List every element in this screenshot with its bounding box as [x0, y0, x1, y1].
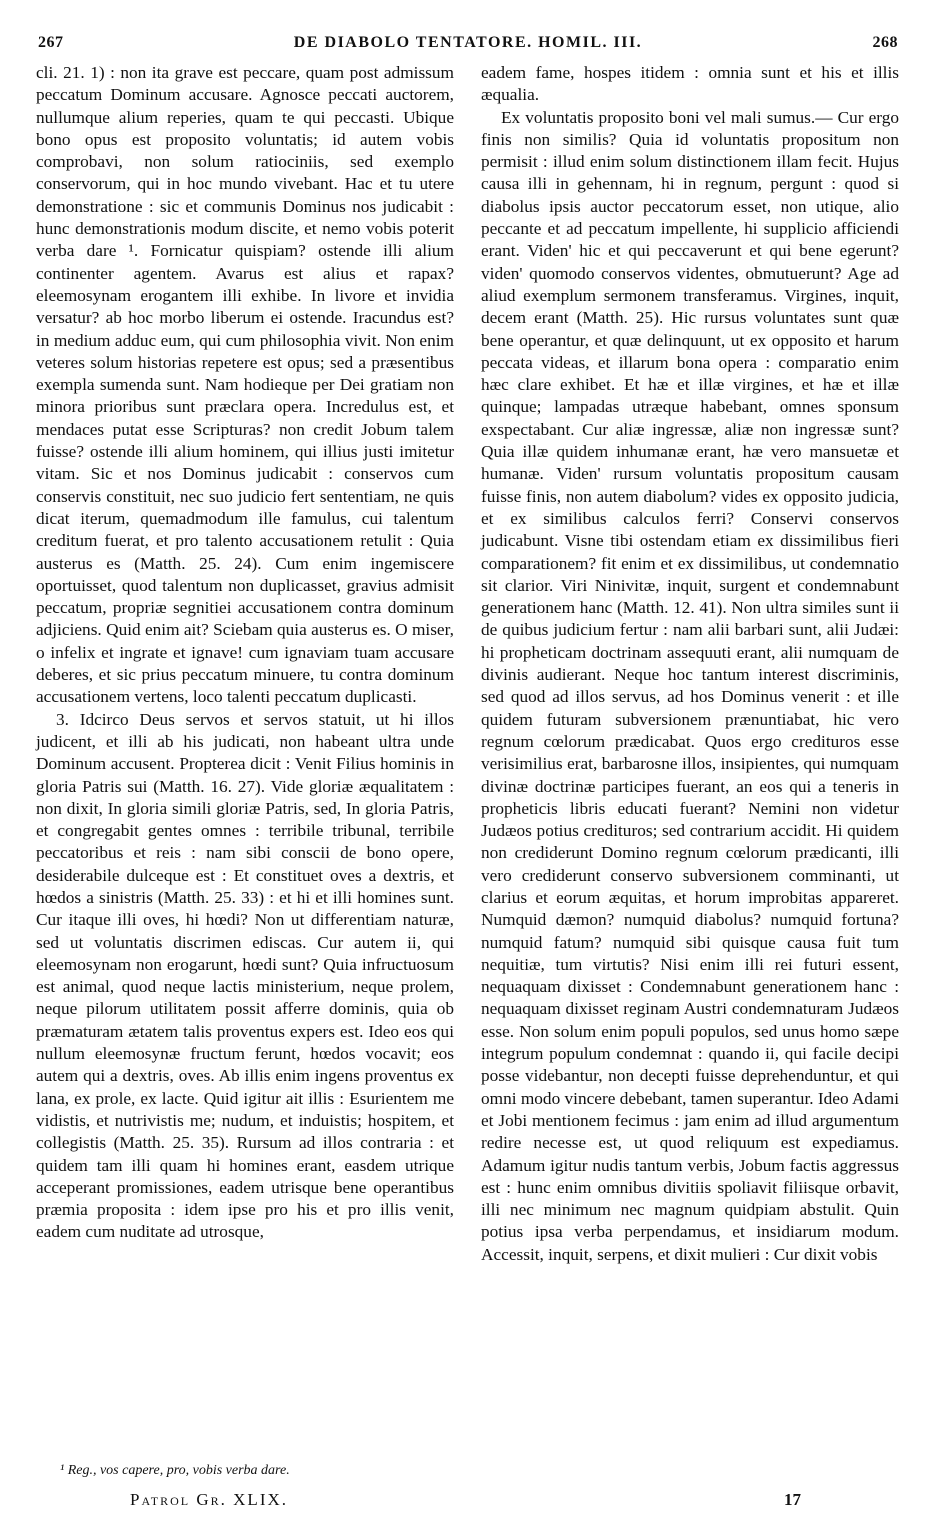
page-header [38, 34, 898, 58]
signature-mark: 17 [784, 1490, 801, 1509]
page-number-right: 268 [872, 34, 898, 51]
paragraph: eadem fame, hospes itidem : omnia sunt et his et illis æqualia. [481, 63, 899, 105]
footer-collection: Patrol Gr. XLIX. [130, 1490, 289, 1509]
paragraph: Ex voluntatis proposito boni vel mali sumus.— Cur ergo finis non similis? Quia id voluntatis propositum non permisit : illud enim solum distinctionem illam fecit. Hujus causa illi in gehennam, hi in regnum, pergunt : quod si diabolus ipsis auctor peccatorum esset, non utique, alio peccante et ad peccatum impellente, hi supplicio afficiendi erant. Viden' hic et qui peccaverunt et qui bene egerunt? viden' quomodo conservos videntes, obmutuerunt? Age ad aliud exemplum sermonem transferamus. Virgines, inquit, decem erant (Matth. 25). Hic rursus voluntates sunt quæ bene operantur, et quæ delinquunt, ut ex opposito et harum peccata videas, et illarum bona opera : comparatio enim hæc clare exhibet. Et hæ et illæ virgines, et hæ et illæ quinque; lampadas utræque habebant, omnes sponsum exspectabant. Cur aliæ ingressæ, aliæ non ingressæ sunt? Quia illæ quidem inhumanæ erant, hæ vero mansuetæ et humanæ. Viden' rursum voluntatis propositum causam fuisse finis, non autem diabolum? vides ex opposito judicia, et ex similibus calculos ferri? Conservi conservos judicabunt. Visne tibi ostendam etiam ex dissimilibus fieri comparationem? fit enim et ex dissimilibus, ut condemnatio sit clarior. Viri Ninivitæ, inquit, surgent et condemnabunt generationem hanc (Matth. 12. 41). Non ultra similes sunt ii de quibus judicium fertur : nam alii barbari sunt, alii Judæi: hi propheticam doctrinam assequuti erant, alii numquam de divinis audierant. Neque hoc tantum interest discriminis, sed quod ad illos servus, ad hos Dominus venerit : et ille quidem futuram subversionem prænuntiabat, hic vero regnum cœlorum prædicabat. Quos ergo credituros esse verisimilius erat, barbarosne illos, insipientes, qui numquam divinæ doctrinæ participes fuerant, an eos qui a teneris in propheticis libris educati fuerant? Nemini non videtur Judæos potius credituros; sed contrarium accidit. Hi quidem non crediderunt Domino regnum cœlorum prædicanti, illi vero crediderunt conservo subversionem comminanti, ut clarius et eorum æquitas, et horum improbitas appareret. Numquid dæmon? numquid diabolus? numquid fortuna? numquid fatum? numquid sibi quisque causa fuit tum nequitiæ, tum virtutis? Nisi enim illi rei futuri essent, nequaquam dixisset : Condemnabunt generationem hanc : nequaquam dixisset reginam Austri condemnaturam Judæos esse. Non solum enim populi populos, sed unus homo sæpe integrum populum condemnat : quando ii, qui facile decipi posse videbantur, non decepti fuisse deprehenduntur, et qui omni modo vincere debebant, tamen superantur. Ideo Adami et Jobi mentionem fecimus : jam enim ad illud argumentum redire necesse est, ut quod reliquum est expediamus. Adamum igitur nudis tantum verbis, Jobum factis aggressus est : hunc enim omnibus divitiis spoliavit filiisque orbavit, illi nec minimum nec magnum quidpiam abstulit. Quin potius ipsa verba perpendamus, et insidiarum modum. Accessit, inquit, serpens, et dixit mulieri : Cur dixit vobis [481, 107, 899, 1264]
left-column [36, 62, 454, 1244]
footnote: ¹ Reg., vos capere, pro, vobis verba dare. [60, 1463, 290, 1478]
running-title: DE DIABOLO TENTATORE. HOMIL. III. [293, 34, 643, 51]
paragraph: cli. 21. 1) : non ita grave est peccare, quam post admissum peccatum Dominum accusare. Agnosce peccati auctorem, nullumque alium reperies, quam te qui peccasti. Ubique bono opus est proposito voluntatis; id autem vobis comprobavi, non solum ratiociniis, sed exemplo conservorum, qui in hoc mundo vivebant. Hac et tu utere demonstratione : sic et communis Dominus nos judicabit : hunc demonstrationis modum discite, et nemo vobis poterit verba dare ¹. Fornicatur quispiam? ostende illi alium continenter agentem. Avarus est alius et rapax? eleemosynam erogantem illi exhibe. In livore et invidia versatur? ab hoc morbo liberum ei ostende. Iracundus est? in medium adduc eum, qui cum philosophia vivit. Non enim veteres solum historias repetere est opus; sed a præsentibus exempla sumenda sunt. Nam hodieque per Dei gratiam non minora prioribus sunt præclara opera. Incredulus est, et mendaces putat esse Scripturas? non credit Jobum talem fuisse? ostende illi alium hominem, qui illius justi imitetur vitam. Sic et nos Dominus judicabit : conservos cum conservis constituit, nec suo judicio fert sententiam, ne quis dicat iterum, quemadmodum ille famulus, cui talentum creditum fuerat, et pro talento accusationem retulit : Quia austerus es (Matth. 25. 24). Cum enim ingemiscere oportuisset, quod talentum non duplicasset, gravius admisit peccatum, propriæ segnitiei accusationem contra dominum adjiciens. Quid enim ait? Sciebam quia austerus es. O miser, o infelix et ingrate et ignave! cum ignaviam tuam accusare deberes, et sic prius peccatum minuere, tu contra dominum accusationem vertens, loco talenti peccatum duplicasti. [36, 63, 454, 707]
paragraph: 3. Idcirco Deus servos et servos statuit, ut hi illos judicent, et illi ab his judicati, non habeant ultra unde Dominum accusent. Propterea dicit : Venit Filius hominis in gloria Patris sui (Matth. 16. 27). Vide gloriæ æqualitatem : non dixit, In gloria simili gloriæ Patris, sed, In gloria Patris, et congregabit gentes omnes : terribile tribunal, terribile peccatoribus et reis : nam sibi conscii de bono opere, desiderabile dulceque est : Et constituet oves a dextris, et hœdos a sinistris (Matth. 25. 33) : et hi et illi homines sunt. Cur itaque illi oves, hi hœdi? Non ut differentiam naturæ, sed ut voluntatis discrimen ediscas. Cur autem ii, qui eleemosynam non erogarunt, hœdi sunt? Quia infructuosum est animal, quod neque lactis ministerium, neque prolem, neque pilorum utilitatem possit afferre dominis, quia ob præmaturam ætatem talis proventus expers est. Ideo eos qui nullum eleemosynæ fructum ferunt, hœdos vocavit; eos autem qui a dextris, oves. Ab illis enim ingens proventus ex lana, ex prole, ex lacte. Quid igitur ait illis : Esurientem me vidistis, et nutrivistis me; nudum, et induistis; hospitem, et collegistis (Matth. 25. 35). Rursum ad illos contraria : et quidem tam illi quam hi homines erant, easdem utrique acceperant promissiones, eadem utrisque bene operantibus præmia proposita : idem ipse pro his et pro illis venit, eadem cum nuditate ad utrosque, [36, 709, 454, 1242]
page-number-left: 267 [38, 34, 64, 51]
right-column [481, 62, 899, 1266]
